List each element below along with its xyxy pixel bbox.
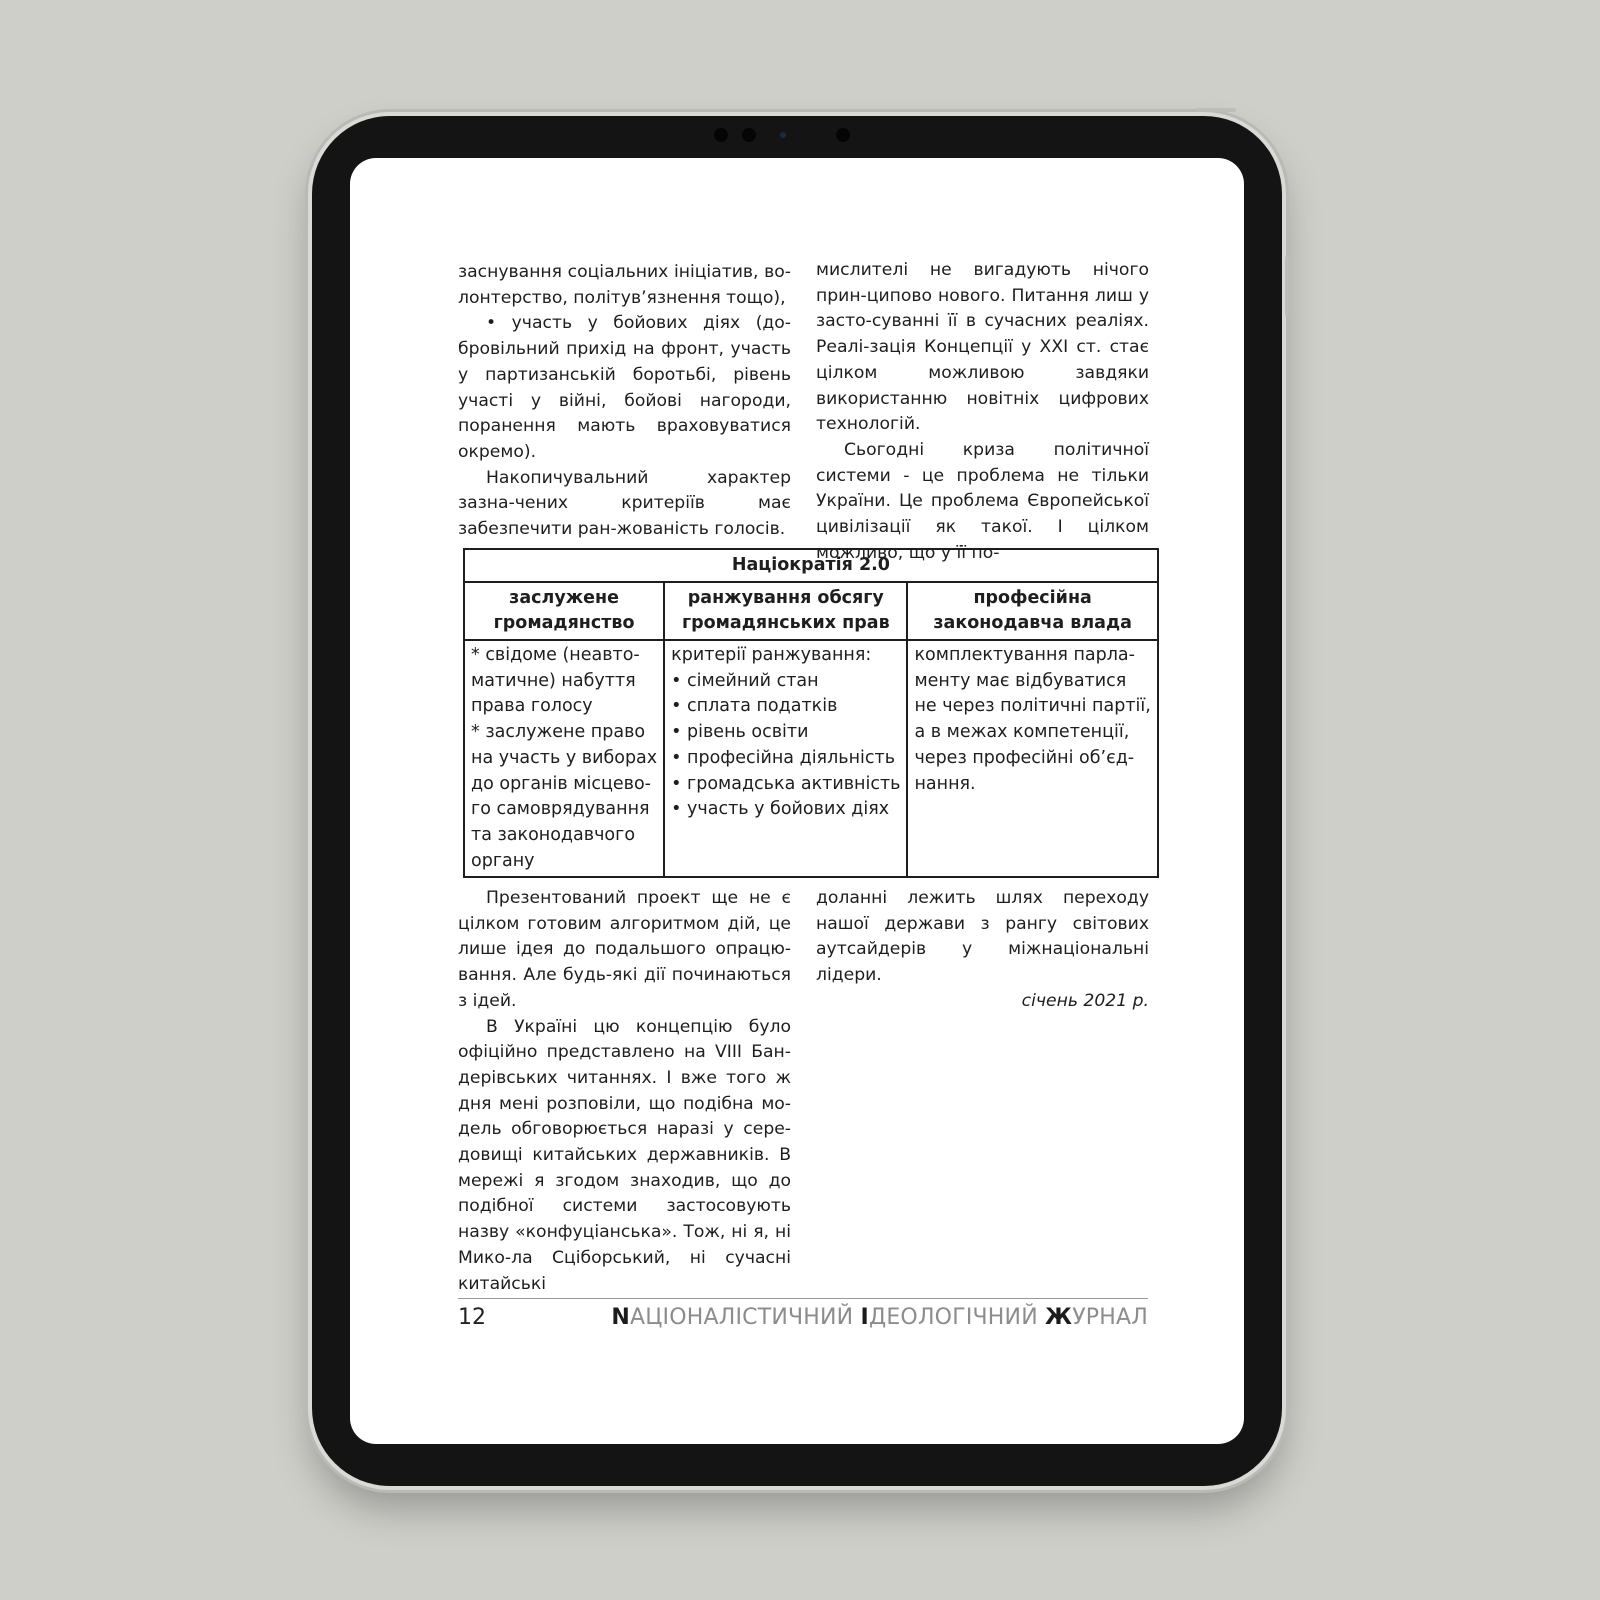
cell-line: • рівень освіти [671,722,809,743]
journal-title [611,1305,1148,1330]
paragraph: • участь у бойових діях (до-бровільний прихід на фронт, участь у партизанській боротьбі, рівень участі у війні, бойові нагороди, поранення мають враховуватися окремо). [458,313,791,462]
cell-line: * заслужене право [471,722,646,743]
text-column-right-bottom [816,886,1149,1015]
text-column-left-top [458,260,791,543]
table-body-row [464,640,1158,877]
paragraph: В Україні цю концепцію було офіційно представлено на VIII Бан-дерівських читаннях. І вже того ж дня мені розповіли, що подібна мо-дель обговорюється наразі у сере-довищі китайських державників. В мережі я згодом знаходив, що до подібної системи застосовують назву «конфуціанська». Тож, ні я, ні Мико-ла Сціборський, ні сучасні китайські [458,1016,791,1294]
cell-line: менту має відбуватися [914,670,1127,691]
cell-line: органу [471,850,535,871]
cell-line: матичне) набуття [471,670,636,691]
page-number: 12 [458,1305,486,1330]
journal-title-segment: Ж [1045,1305,1073,1330]
cell-line: до органів місцево- [471,773,651,794]
tablet-screen[interactable] [350,158,1244,1444]
journal-title-segment: ДЕОЛОГІЧНИЙ [868,1305,1046,1330]
table-cell [664,640,907,877]
camera-icon [714,128,728,142]
header-line: заслужене [509,588,619,608]
top-button [1196,108,1236,112]
table-header-row [464,582,1158,640]
table-header-cell [664,582,907,640]
sensor-icon [742,128,756,142]
cell-line: * свідоме (неавто- [471,645,640,665]
cell-line: на участь у виборах [471,747,658,768]
cell-line: • громадська активність [671,773,901,794]
table-header-cell [464,582,664,640]
cell-line: • професійна діяльність [671,747,896,768]
cell-line: критерії ранжування: [671,645,872,665]
cell-line: права голосу [471,696,593,717]
paragraph: Сьогодні криза політичної системи - це проблема не тільки України. Це проблема Європейської цивілізації як такої. І цілком можливо, що у її по- [816,439,1149,563]
side-button [1285,256,1289,316]
camera-lens-icon [780,132,786,138]
header-line: громадянство [493,613,635,633]
journal-title-segment: І [860,1305,869,1330]
article-date: січень 2021 р. [1021,990,1149,1011]
cell-line: нання. [914,773,976,794]
paragraph: заснування соціальних ініціатив, во-лонтерство, політув’язнення тощо), [458,262,791,308]
paragraph: мислителі не вигадують нічого прин-ципово нового. Питання лиш у засто-суванні її в сучасних реаліях. Реалі-зація Концепції у ХХІ ст. стає цілком можливою завдяки використанню новітніх цифрових технологій. [816,260,1149,435]
cell-line: го самоврядування [471,799,650,820]
cell-line: • сімейний стан [671,670,819,691]
text-column-right-top [816,258,1149,566]
paragraph: Презентований проект ще не є цілком готовим алгоритмом дій, це лише ідея до подальшого опрацю-вання. Але будь-які дії починаються з ідей. [458,888,791,1011]
journal-title-segment: УРНАЛ [1072,1305,1148,1330]
header-line: ранжування обсягу [687,588,884,608]
header-line: професійна [973,588,1092,608]
cell-line: • сплата податків [671,696,838,717]
header-line: законодавча влада [933,613,1132,633]
journal-title-segment: АЦІОНАЛІСТИЧНИЙ [629,1305,861,1330]
cell-line: через професійні об’єд- [914,747,1135,768]
natsiokratia-table [463,548,1159,878]
cell-line: та законодавчого [471,824,636,845]
cell-line: не через політичні партії, [914,696,1151,717]
paragraph: Накопичувальний характер зазна-чених критеріїв має забезпечити ран-жованість голосів. [458,467,791,540]
table-cell [464,640,664,877]
header-line: громадянських прав [681,613,890,633]
page-footer [458,1298,1148,1330]
cell-line: а в межах компетенції, [914,722,1130,743]
flash-icon [836,128,850,142]
cell-line: • участь у бойових діях [671,799,890,820]
cell-line: комплектування парла- [914,645,1135,665]
table-title: Націократія 2.0 [464,549,1158,582]
journal-title-segment: N [611,1305,630,1330]
tablet-device [312,116,1282,1486]
table-cell [907,640,1157,877]
table-header-cell [907,582,1157,640]
paragraph: доланні лежить шлях переходу нашої держави з рангу світових аутсайдерів у міжнаціональні лідери. [816,888,1149,986]
text-column-left-bottom [458,886,791,1297]
